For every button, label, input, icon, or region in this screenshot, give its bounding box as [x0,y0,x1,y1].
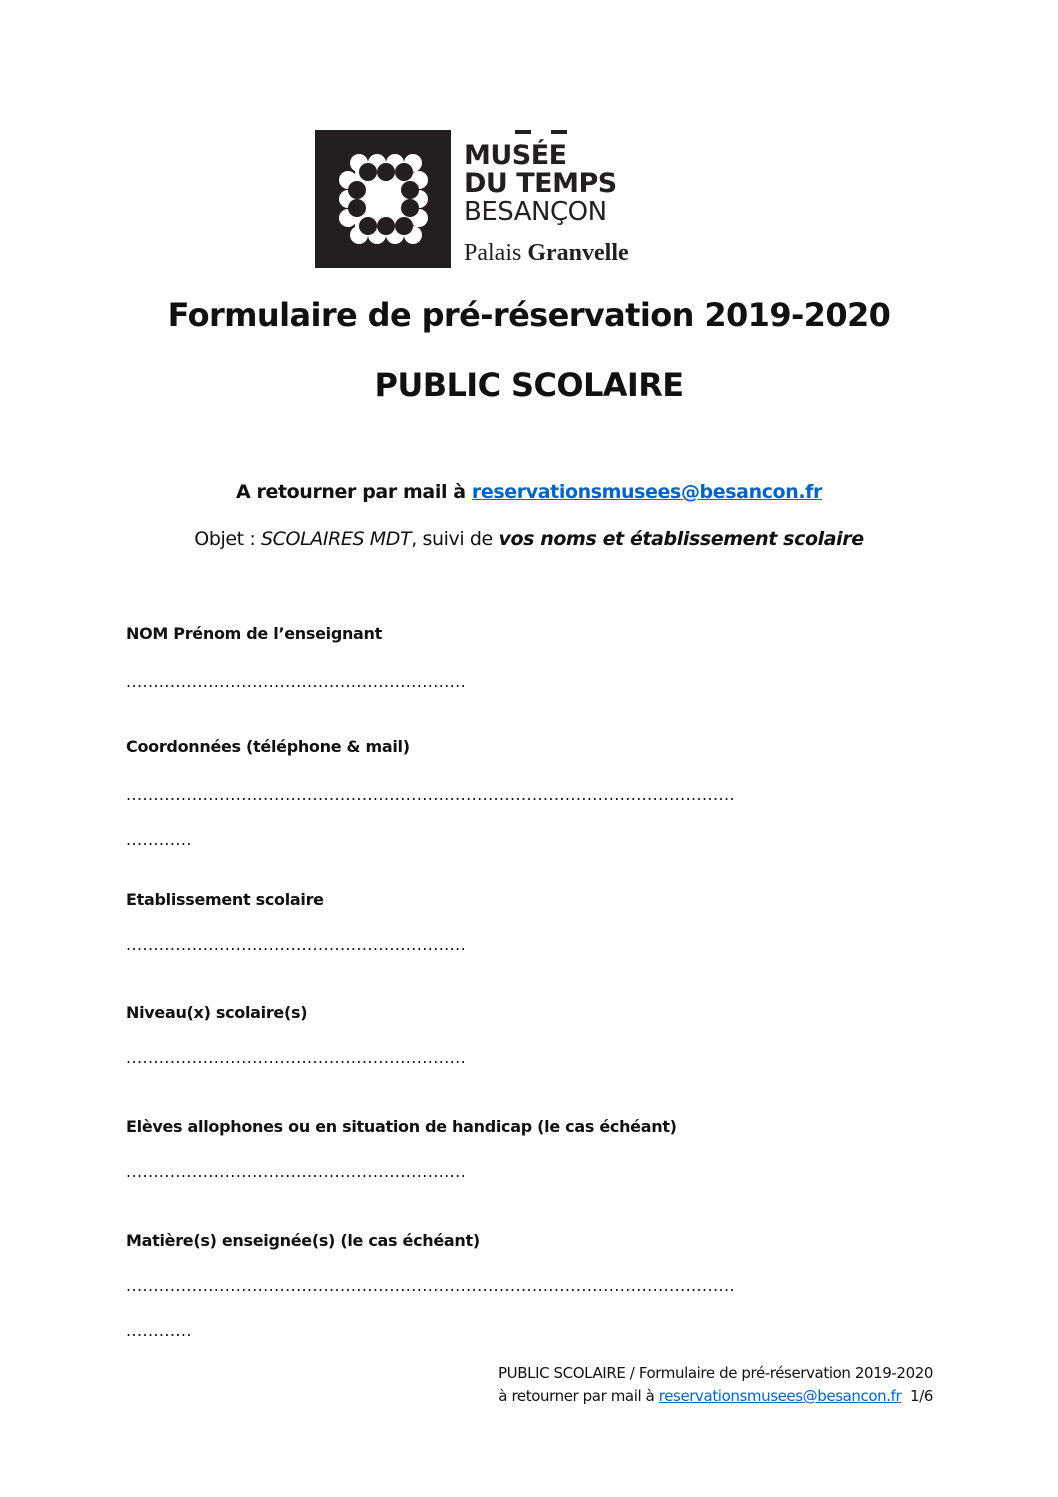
field-label-subjects: Matière(s) enseignée(s) (le cas échéant) [126,1231,480,1250]
page-title: Formulaire de pré-réservation 2019-2020 [167,296,891,334]
field-line-contact[interactable]: ............................................................................................................... [126,785,735,804]
page-subtitle: PUBLIC SCOLAIRE [374,366,684,404]
object-rest: noms et établissement scolaire [534,528,864,550]
logo-text-granvelle: Granvelle [527,240,629,266]
field-label-contact: Coordonnées (téléphone & mail) [126,737,410,756]
object-prefix: Objet : [194,528,261,550]
field-line-grade-level[interactable]: .............................................................. [126,1048,467,1067]
return-prefix: A retourner par mail à [236,481,472,503]
field-label-grade-level: Niveau(x) scolaire(s) [126,1003,308,1022]
field-label-teacher-name: NOM Prénom de l’enseignant [126,624,382,643]
museum-logo [315,130,660,270]
field-line-special-needs[interactable]: .............................................................. [126,1162,467,1181]
logo-text-du-temps: DU TEMPS [464,168,617,199]
logo-emblem [315,130,451,268]
logo-accent-bars [515,130,571,138]
object-middle: , suivi de [411,528,499,550]
field-line-subjects-continued[interactable]: ............ [126,1321,192,1340]
logo-emblem-graphic [315,130,451,268]
field-line-subjects[interactable]: ............................................................................................................... [126,1276,735,1295]
footer-contact [498,1387,933,1405]
page-number: 1/6 [910,1387,933,1405]
footer-title: PUBLIC SCOLAIRE / Formulaire de pré-réservation 2019-2020 [498,1364,933,1382]
field-label-school: Etablissement scolaire [126,890,324,909]
footer-prefix: à retourner par mail à [498,1387,659,1405]
object-instruction [0,528,1058,550]
field-line-teacher-name[interactable]: .............................................................. [126,672,467,691]
return-instruction [0,481,1058,503]
logo-text-besancon: BESANÇON [464,197,607,227]
logo-text-palais-granvelle [464,240,629,267]
field-line-school[interactable]: .............................................................. [126,935,467,954]
logo-text-palais: Palais [464,240,528,266]
footer-email-link[interactable]: reservationsmusees@besancon.fr [658,1387,902,1405]
logo-text-musee: MUSÉE [464,140,567,171]
object-subject: SCOLAIRES MDT [261,528,412,550]
field-label-special-needs: Elèves allophones ou en situation de handicap (le cas échéant) [126,1117,677,1136]
field-line-contact-continued[interactable]: ............ [126,830,192,849]
email-link[interactable]: reservationsmusees@besancon.fr [471,481,822,503]
object-vos: vos [498,528,535,550]
